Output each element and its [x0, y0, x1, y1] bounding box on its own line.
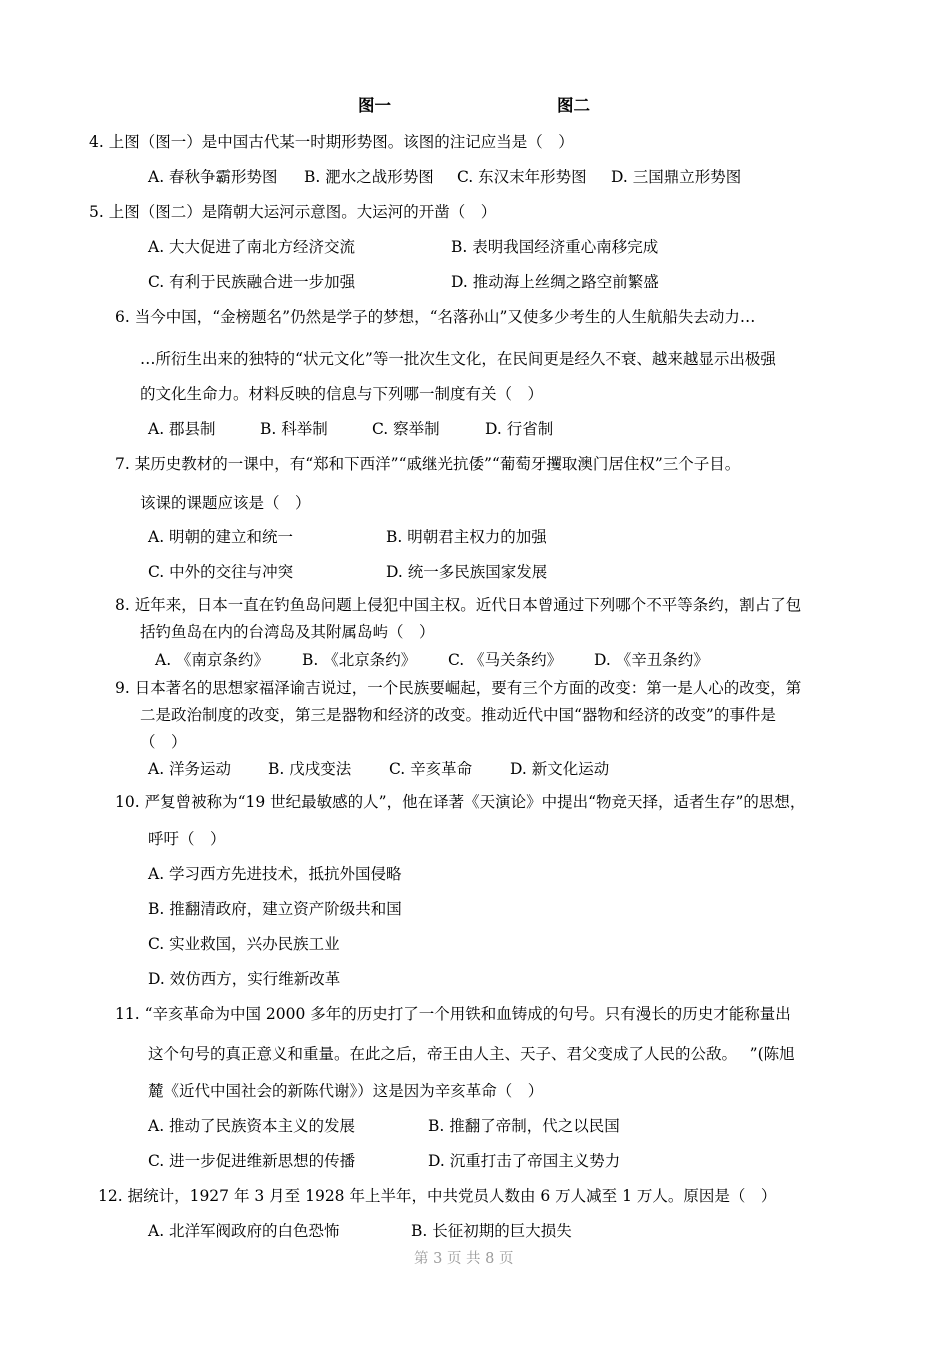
question-9-stem-line-3: （ ） — [140, 733, 187, 751]
q10-option-a: A. 学习西方先进技术，抵抗外国侵略 — [148, 865, 402, 883]
q5-option-a: A. 大大促进了南北方经济交流 — [148, 238, 356, 256]
q6-option-b: B. 科举制 — [260, 420, 328, 438]
question-6-stem-line-3: 的文化生命力。材料反映的信息与下列哪一制度有关（ ） — [140, 385, 544, 403]
q7-option-a: A. 明朝的建立和统一 — [148, 528, 294, 546]
question-12-stem: 12. 据统计，1927 年 3 月至 1928 年上半年，中共党员人数由 6 万人减至 1 万人。原因是（ ） — [98, 1187, 777, 1205]
q4-option-a: A. 春秋争霸形势图 — [148, 168, 278, 186]
q9-option-d: D. 新文化运动 — [510, 760, 610, 778]
question-6-stem-line-2: …所衍生出来的独特的“状元文化”等一批次生文化，在民间更是经久不衰、越来越显示出极强 — [140, 350, 776, 368]
q11-option-b: B. 推翻了帝制，代之以民国 — [428, 1117, 620, 1135]
question-9-stem-line-2: 二是政治制度的改变，第三是器物和经济的改变。推动近代中国“器物和经济的改变”的事件是 — [140, 706, 776, 724]
q10-option-c: C. 实业救国，兴办民族工业 — [148, 935, 340, 953]
question-7-stem-line-2: 该课的课题应该是（ ） — [140, 494, 311, 512]
question-7-stem-line-1: 7. 某历史教材的一课中，有“郑和下西洋”“戚继光抗倭”“葡萄牙攫取澳门居住权”三个子目。 — [115, 455, 741, 473]
page-number-footer: 第 3 页 共 8 页 — [414, 1251, 514, 1267]
q9-option-a: A. 洋务运动 — [148, 760, 232, 778]
q7-option-b: B. 明朝君主权力的加强 — [386, 528, 547, 546]
q11-option-a: A. 推动了民族资本主义的发展 — [148, 1117, 356, 1135]
q8-option-c: C. 《马关条约》 — [448, 651, 563, 669]
q8-option-a: A. 《南京条约》 — [155, 651, 270, 669]
q7-option-c: C. 中外的交往与冲突 — [148, 563, 294, 581]
q12-option-b: B. 长征初期的巨大损失 — [411, 1222, 572, 1240]
question-5-stem: 5. 上图（图二）是隋朝大运河示意图。大运河的开凿（ ） — [89, 203, 497, 221]
figure-1-caption: 图一 — [358, 96, 391, 115]
q5-option-d: D. 推动海上丝绸之路空前繁盛 — [451, 273, 659, 291]
q5-option-b: B. 表明我国经济重心南移完成 — [451, 238, 659, 256]
question-8-stem-line-1: 8. 近年来，日本一直在钓鱼岛问题上侵犯中国主权。近代日本曾通过下列哪个不平等条约，割占了包 — [115, 596, 802, 614]
q6-option-d: D. 行省制 — [485, 420, 554, 438]
q4-option-b: B. 淝水之战形势图 — [304, 168, 434, 186]
figure-2-caption: 图二 — [557, 96, 590, 115]
question-10-stem-line-2: 呼吁（ ） — [148, 830, 226, 848]
q9-option-c: C. 辛亥革命 — [389, 760, 473, 778]
question-4-stem: 4. 上图（图一）是中国古代某一时期形势图。该图的注记应当是（ ） — [89, 133, 574, 151]
q6-option-a: A. 郡县制 — [148, 420, 216, 438]
q10-option-b: B. 推翻清政府，建立资产阶级共和国 — [148, 900, 402, 918]
q7-option-d: D. 统一多民族国家发展 — [386, 563, 548, 581]
question-8-stem-line-2: 括钓鱼岛在内的台湾岛及其附属岛屿（ ） — [140, 623, 435, 641]
question-6-stem-line-1: 6. 当今中国，“金榜题名”仍然是学子的梦想，“名落孙山”又使多少考生的人生航船失去动力… — [115, 308, 756, 326]
question-10-stem-line-1: 10. 严复曾被称为“19 世纪最敏感的人”，他在译著《天演论》中提出“物竞天择，适者生存”的思想， — [115, 793, 806, 811]
question-11-stem-line-3: 麓《近代中国社会的新陈代谢》）这是因为辛亥革命（ ） — [148, 1082, 544, 1100]
q10-option-d: D. 效仿西方，实行维新改革 — [148, 970, 341, 988]
q4-option-c: C. 东汉末年形势图 — [457, 168, 587, 186]
q11-option-d: D. 沉重打击了帝国主义势力 — [428, 1152, 621, 1170]
question-11-stem-line-1: 11. “辛亥革命为中国 2000 多年的历史打了一个用铁和血铸成的句号。只有漫长的历史才能称量出 — [115, 1005, 791, 1023]
question-9-stem-line-1: 9. 日本著名的思想家福泽谕吉说过，一个民族要崛起，要有三个方面的改变：第一是人心的改变，第 — [115, 679, 802, 697]
q8-option-d: D. 《辛丑条约》 — [594, 651, 709, 669]
q12-option-a: A. 北洋军阀政府的白色恐怖 — [148, 1222, 340, 1240]
q11-option-c: C. 进一步促进维新思想的传播 — [148, 1152, 356, 1170]
q5-option-c: C. 有利于民族融合进一步加强 — [148, 273, 356, 291]
q6-option-c: C. 察举制 — [372, 420, 440, 438]
q4-option-d: D. 三国鼎立形势图 — [611, 168, 742, 186]
q9-option-b: B. 戊戌变法 — [268, 760, 352, 778]
question-11-stem-line-2: 这个句号的真正意义和重量。在此之后，帝王由人主、天子、君父变成了人民的公敌。 ”(陈旭 — [148, 1045, 795, 1063]
q8-option-b: B. 《北京条约》 — [302, 651, 417, 669]
